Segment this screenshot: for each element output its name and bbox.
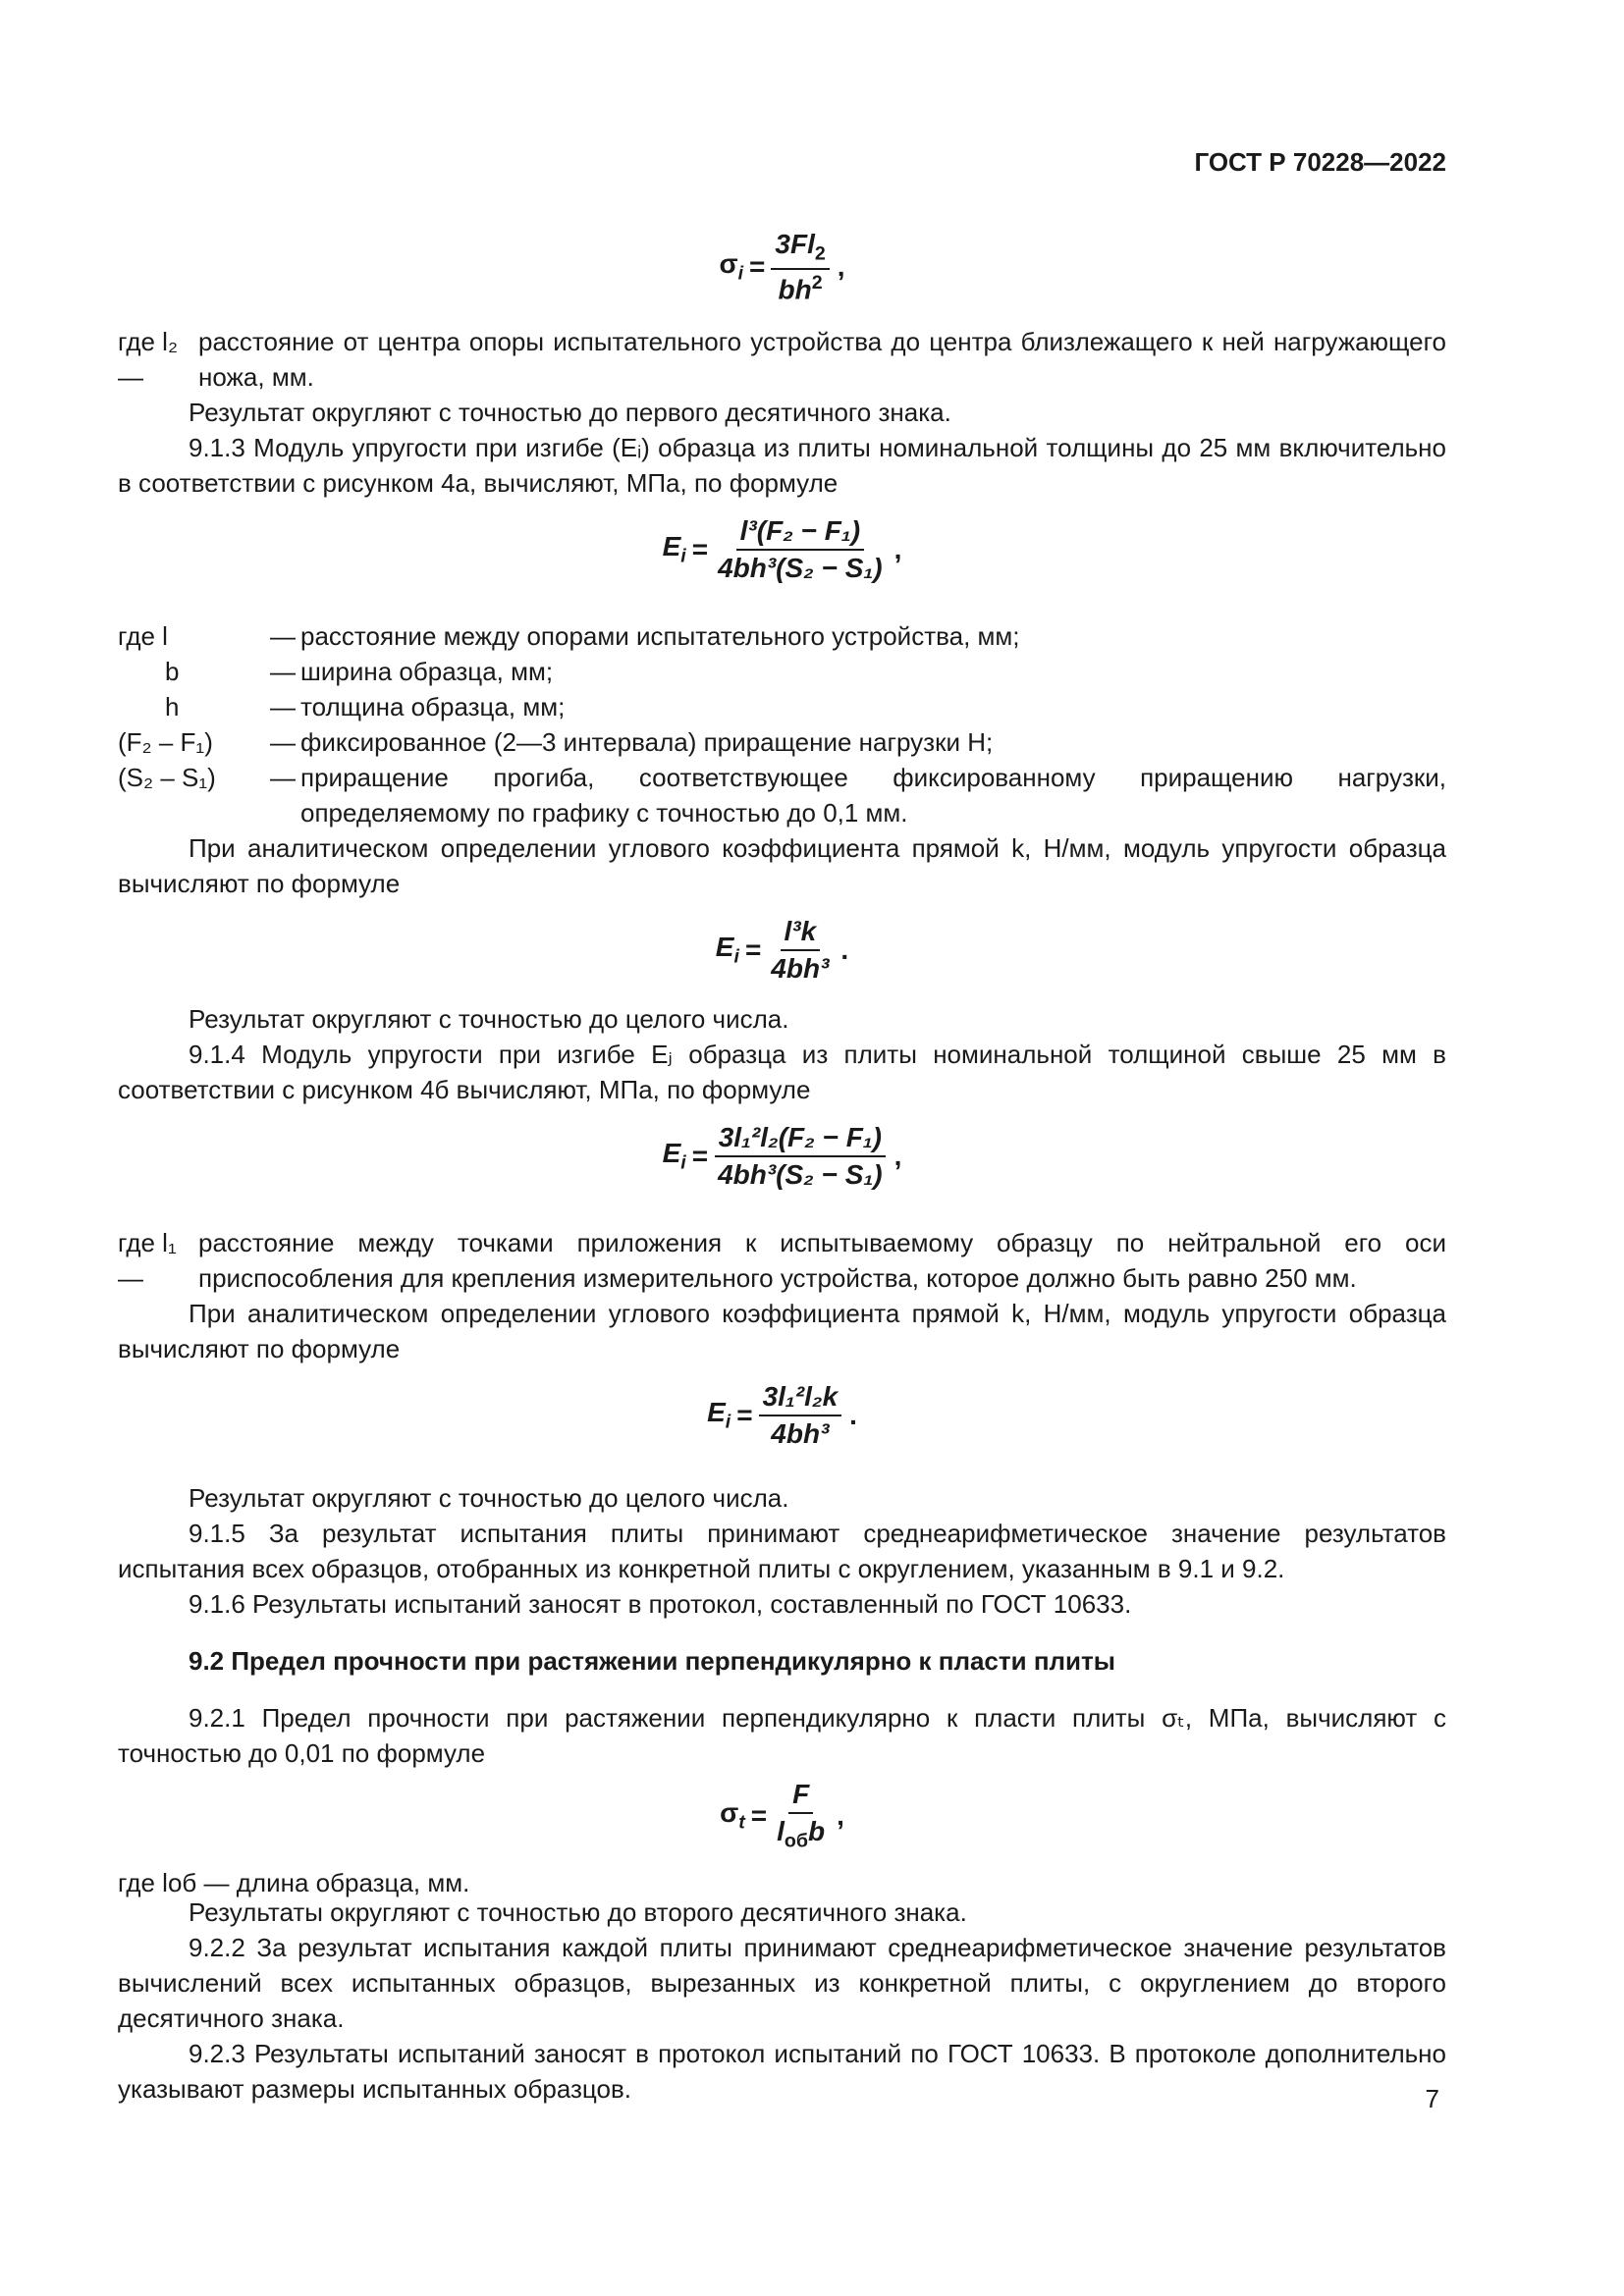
paragraph-9-1-6: 9.1.6 Результаты испытаний заносят в протокол, составленный по ГОСТ 10633. xyxy=(189,1589,1132,1619)
paragraph-9-1-4: 9.1.4 Модуль упругости при изгибе Eⱼ образца из плиты номинальной толщиной свыше 25 мм в соответствии с рисунком 4б вычисляют, МПа, по формуле xyxy=(118,1040,1446,1104)
formula-lhs: $E_i$ xyxy=(662,531,686,567)
definition-l2 xyxy=(118,324,1446,395)
paragraph-9-2-2: 9.2.2 За результат испытания каждой плиты принимают среднеарифметическое значение результатов вычислений всех испытанных образцов, вырезанных из конкретной плиты, с округлением до второго десятичного знака. xyxy=(118,1933,1446,2033)
definition-text: фиксированное (2—3 интервала) приращение нагрузки Н; xyxy=(300,727,994,757)
paragraph: При аналитическом определении углового коэффициента прямой k, Н/мм, модуль упругости образца вычисляют по формуле xyxy=(118,1299,1446,1363)
section-heading-9-2: 9.2 Предел прочности при растяжении перпендикулярно к пласти плиты xyxy=(189,1646,1115,1676)
definition-symbol: где l xyxy=(118,621,168,651)
fraction xyxy=(759,1381,842,1450)
denominator: 4bh³ xyxy=(771,953,830,984)
paragraph-9-1-3: 9.1.3 Модуль упругости при изгибе (Eᵢ) образца из плиты номинальной толщины до 25 мм включительно в соответствии с рисунком 4а, вычисляют, МПа, по формуле xyxy=(118,433,1446,498)
equals-sign: = xyxy=(691,534,709,564)
numerator: 3l₁²l₂(F₂ − F₁) xyxy=(715,1122,886,1157)
paragraph: Результат округляют с точностью до первого десятичного знака. xyxy=(189,398,951,427)
paragraph: Результат округляют с точностью до целого числа. xyxy=(189,1483,789,1513)
numerator: F xyxy=(788,1779,813,1814)
formula-lhs: $\sigma_t$ xyxy=(720,1797,745,1834)
formula-ei-k xyxy=(118,909,1446,991)
formula-ei-thick xyxy=(118,1115,1446,1198)
definition-lob: где lоб — длина образца, мм. xyxy=(118,1868,470,1897)
equals-sign: = xyxy=(750,1800,768,1831)
formula-punct: . xyxy=(849,1400,857,1430)
numerator: 3l₁²l₂k xyxy=(759,1381,842,1416)
formula-sigma-t xyxy=(118,1775,1446,1857)
denominator: 4bh³ xyxy=(771,1418,830,1449)
formula-ei-k-thick xyxy=(118,1374,1446,1457)
formula-punct: , xyxy=(893,534,902,564)
page-number: 7 xyxy=(1425,2084,1439,2113)
definition-dash: — xyxy=(270,657,296,686)
definition-text: толщина образца, мм; xyxy=(300,692,566,721)
definition-row xyxy=(118,724,1446,760)
formula-ei-bending xyxy=(118,508,1446,591)
fraction xyxy=(714,1122,887,1191)
fraction xyxy=(771,229,829,305)
fraction xyxy=(714,515,887,584)
paragraph: При аналитическом определении углового коэффициента прямой k, Н/мм, модуль упругости образца вычисляют по формуле xyxy=(118,833,1446,898)
numerator: l³(F₂ − F₁) xyxy=(736,515,864,551)
formula-lhs: $E_i$ xyxy=(707,1397,731,1433)
definition-row xyxy=(118,618,1446,654)
definition-row xyxy=(118,689,1446,724)
fraction xyxy=(767,916,833,985)
paragraph-9-1-5: 9.1.5 За результат испытания плиты принимают среднеарифметическое значение результатов испытания всех образцов, отобранных из конкретной плиты с округлением, указанным в 9.1 и 9.2. xyxy=(118,1519,1446,1583)
definition-symbol: где l₂ — xyxy=(118,327,179,392)
formula-punct: , xyxy=(837,251,845,282)
formula-lhs: $E_i$ xyxy=(662,1138,686,1174)
formula-punct: . xyxy=(840,934,849,965)
denominator: $bh^2$ xyxy=(778,271,823,304)
denominator: 4bh³(S₂ − S₁) xyxy=(718,553,883,583)
formula-punct: , xyxy=(837,1800,844,1831)
definition-symbol: где l₁ — xyxy=(118,1228,177,1293)
paragraph: Результаты округляют с точностью до второго десятичного знака. xyxy=(189,1897,967,1927)
numerator: l³k xyxy=(781,916,821,951)
denominator: $l_{об}b$ xyxy=(777,1816,826,1852)
paragraph-9-2-1: 9.2.1 Предел прочности при растяжении перпендикулярно к пласти плиты σₜ, МПа, вычисляют с точностью до 0,01 по формуле xyxy=(118,1703,1446,1768)
paragraph: Результат округляют с точностью до целого числа. xyxy=(189,1004,789,1034)
equals-sign: = xyxy=(691,1141,709,1171)
definition-l1 xyxy=(118,1225,1446,1296)
definition-text: расстояние между точками приложения к испытываемому образцу по нейтральной его оси приспособления для крепления измерительного устройства, которое должно быть равно 250 мм. xyxy=(198,1228,1446,1293)
definition-dash: — xyxy=(270,692,296,721)
formula-lhs: $E_i$ xyxy=(715,932,739,968)
fraction xyxy=(773,1779,829,1853)
formula-lhs: $\sigma_i$ xyxy=(719,248,744,285)
equals-sign: = xyxy=(736,1400,753,1430)
definition-symbol: b xyxy=(165,657,180,686)
definition-dash: — xyxy=(270,621,296,651)
paragraph-9-2-3: 9.2.3 Результаты испытаний заносят в протокол испытаний по ГОСТ 10633. В протоколе дополнительно указывают размеры испытанных образцов. xyxy=(118,2039,1446,2104)
document-header: ГОСТ Р 70228—2022 xyxy=(1194,147,1446,177)
definition-list xyxy=(118,618,1446,830)
formula-sigma-i xyxy=(118,228,1446,306)
definition-row xyxy=(118,654,1446,689)
definition-dash: — xyxy=(270,727,296,757)
definition-symbol: (F₂ – F₁) xyxy=(118,727,213,757)
definition-text: ширина образца, мм; xyxy=(300,657,554,686)
equals-sign: = xyxy=(744,934,762,965)
definition-text: расстояние между опорами испытательного устройства, мм; xyxy=(300,621,1020,651)
definition-row xyxy=(118,760,1446,830)
equals-sign: = xyxy=(749,251,766,282)
numerator: $3Fl_2$ xyxy=(771,229,829,270)
denominator: 4bh³(S₂ − S₁) xyxy=(718,1159,883,1190)
definition-dash: — xyxy=(270,763,296,792)
definition-symbol: h xyxy=(165,692,180,721)
definition-symbol: (S₂ – S₁) xyxy=(118,763,216,792)
formula-punct: , xyxy=(893,1141,902,1171)
definition-text: приращение прогиба, соответствующее фиксированному приращению нагрузки, определяемому по графику с точностью до 0,1 мм. xyxy=(300,763,1446,828)
definition-text: расстояние от центра опоры испытательного устройства до центра близлежащего к ней нагружающего ножа, мм. xyxy=(198,327,1446,392)
